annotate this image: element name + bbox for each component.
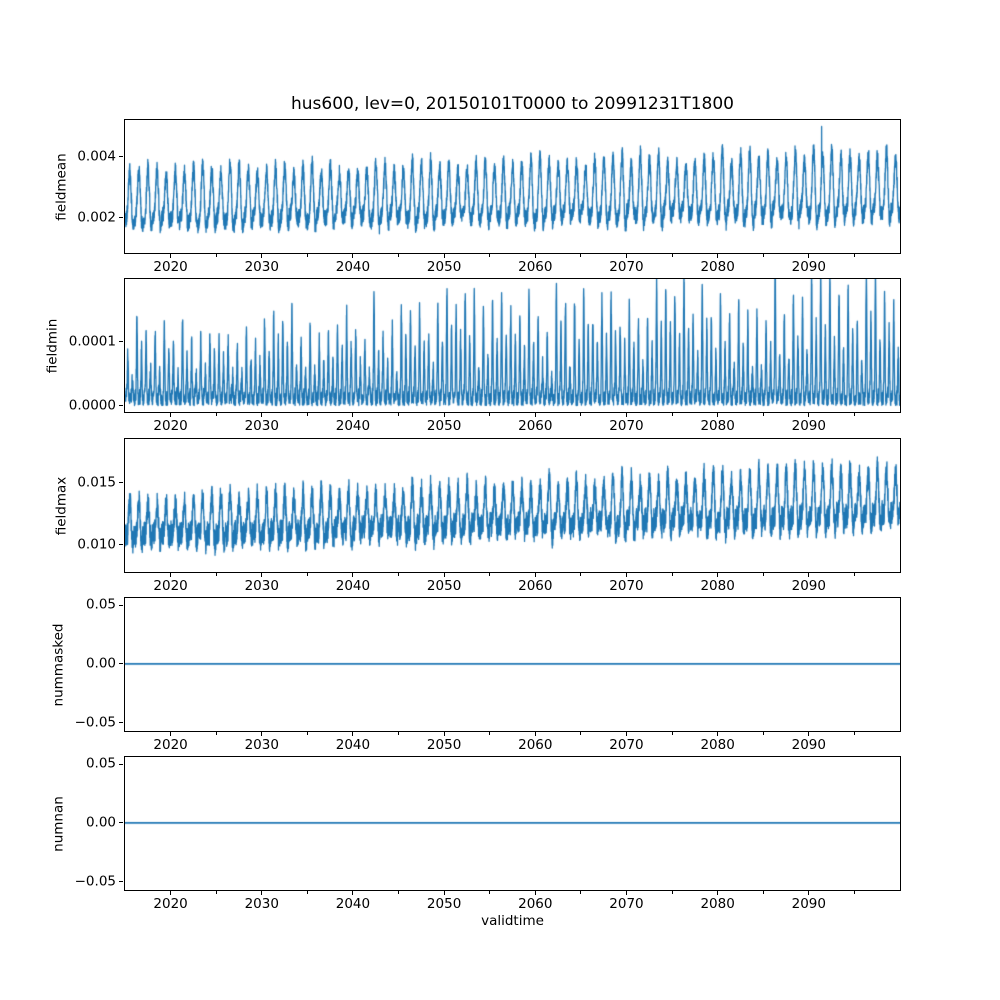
x-tick-label: 2030: [244, 737, 279, 753]
y-tick-label: 0.015: [77, 474, 116, 490]
x-tick-label: 2050: [426, 737, 462, 753]
x-major-tick: [261, 413, 262, 417]
x-minor-tick: [216, 573, 217, 576]
x-tick-label: 2040: [335, 737, 371, 753]
x-major-tick: [535, 891, 536, 895]
x-major-tick: [535, 573, 536, 577]
x-minor-tick: [398, 732, 399, 735]
x-major-tick: [170, 413, 171, 417]
ylabel-fieldmax: fieldmax: [53, 476, 70, 535]
ylabel-nummasked: nummasked: [50, 623, 67, 706]
x-minor-tick: [672, 413, 673, 416]
subplot-fieldmax: [124, 438, 901, 573]
x-tick-label: 2060: [518, 737, 553, 753]
x-major-tick: [626, 891, 627, 895]
y-tick: [119, 881, 123, 882]
figure-title: hus600, lev=0, 20150101T0000 to 20991231T1800: [291, 94, 734, 114]
x-tick-label: 2050: [426, 259, 462, 275]
x-minor-tick: [489, 413, 490, 416]
x-major-tick: [808, 254, 809, 258]
x-minor-tick: [580, 413, 581, 416]
x-minor-tick: [763, 413, 764, 416]
x-tick-label: 2050: [426, 418, 462, 434]
ylabel-fieldmin: fieldmin: [44, 318, 61, 373]
x-minor-tick: [672, 891, 673, 894]
x-minor-tick: [854, 413, 855, 416]
subplot-numnan: [124, 756, 901, 891]
x-major-tick: [170, 254, 171, 258]
x-minor-tick: [763, 732, 764, 735]
x-major-tick: [717, 413, 718, 417]
y-tick: [119, 605, 123, 606]
x-major-tick: [444, 732, 445, 736]
x-minor-tick: [398, 413, 399, 416]
x-tick-label: 2040: [335, 578, 371, 594]
x-tick-label: 2030: [244, 259, 279, 275]
x-tick-label: 2080: [700, 737, 735, 753]
y-tick-label: 0.0000: [68, 397, 116, 414]
y-tick: [119, 822, 123, 823]
x-major-tick: [170, 573, 171, 577]
x-tick-label: 2070: [609, 418, 644, 434]
x-minor-tick: [307, 573, 308, 576]
x-tick-label: 2080: [700, 259, 735, 275]
x-major-tick: [717, 254, 718, 258]
x-minor-tick: [398, 573, 399, 576]
nummasked-plot-canvas: [125, 598, 900, 731]
x-major-tick: [352, 732, 353, 736]
x-major-tick: [535, 413, 536, 417]
y-tick: [119, 544, 123, 545]
ylabel-numnan: numnan: [50, 795, 67, 852]
x-minor-tick: [854, 573, 855, 576]
x-major-tick: [444, 891, 445, 895]
x-tick-label: 2030: [244, 418, 279, 434]
y-tick-label: 0.00: [85, 655, 116, 672]
x-tick-label: 2070: [609, 259, 644, 275]
x-tick-label: 2020: [153, 737, 188, 753]
x-minor-tick: [672, 732, 673, 735]
x-tick-label: 2090: [791, 737, 826, 753]
x-tick-label: 2090: [791, 259, 826, 275]
x-major-tick: [808, 891, 809, 895]
x-major-tick: [717, 891, 718, 895]
x-tick-label: 2040: [335, 896, 371, 912]
y-tick-label: 0.00: [85, 814, 116, 831]
x-major-tick: [352, 891, 353, 895]
x-major-tick: [352, 254, 353, 258]
x-tick-label: 2020: [153, 418, 188, 434]
x-major-tick: [626, 413, 627, 417]
y-tick: [119, 156, 123, 157]
numnan-plot-canvas: [125, 757, 900, 890]
x-minor-tick: [307, 891, 308, 894]
y-tick-label: 0.002: [77, 209, 116, 226]
subplot-fieldmean: [124, 119, 901, 254]
x-major-tick: [444, 254, 445, 258]
x-major-tick: [808, 732, 809, 736]
x-major-tick: [261, 891, 262, 895]
y-tick: [119, 764, 123, 765]
x-minor-tick: [854, 732, 855, 735]
x-minor-tick: [489, 732, 490, 735]
x-major-tick: [170, 732, 171, 736]
y-tick: [119, 482, 123, 483]
x-minor-tick: [307, 732, 308, 735]
ylabel-fieldmean: fieldmean: [53, 152, 70, 221]
x-tick-label: 2040: [335, 418, 371, 434]
subplot-nummasked: [124, 597, 901, 732]
x-minor-tick: [307, 413, 308, 416]
x-tick-label: 2080: [700, 896, 735, 912]
x-tick-label: 2030: [244, 578, 279, 594]
x-major-tick: [717, 573, 718, 577]
x-tick-label: 2070: [609, 578, 644, 594]
y-tick: [119, 217, 123, 218]
x-tick-label: 2080: [700, 418, 735, 434]
x-major-tick: [808, 573, 809, 577]
fieldmin-plot-canvas: [125, 279, 900, 412]
x-minor-tick: [854, 891, 855, 894]
x-minor-tick: [672, 573, 673, 576]
x-major-tick: [626, 573, 627, 577]
x-minor-tick: [216, 891, 217, 894]
x-major-tick: [352, 573, 353, 577]
x-major-tick: [808, 413, 809, 417]
x-tick-label: 2050: [426, 896, 462, 912]
x-major-tick: [717, 732, 718, 736]
x-minor-tick: [489, 254, 490, 257]
x-tick-label: 2060: [518, 896, 553, 912]
subplot-fieldmin: [124, 278, 901, 413]
x-major-tick: [535, 254, 536, 258]
x-tick-label: 2070: [609, 896, 644, 912]
fieldmean-plot-canvas: [125, 120, 900, 253]
x-minor-tick: [672, 254, 673, 257]
y-tick-label: −0.05: [74, 873, 116, 890]
xlabel-validtime: validtime: [481, 913, 544, 929]
x-tick-label: 2060: [518, 259, 553, 275]
x-major-tick: [535, 732, 536, 736]
x-major-tick: [261, 254, 262, 258]
x-minor-tick: [398, 254, 399, 257]
y-tick: [119, 663, 123, 664]
x-tick-label: 2090: [791, 578, 826, 594]
x-minor-tick: [307, 254, 308, 257]
x-minor-tick: [763, 254, 764, 257]
x-tick-label: 2020: [153, 896, 188, 912]
x-tick-label: 2070: [609, 737, 644, 753]
x-tick-label: 2050: [426, 578, 462, 594]
x-major-tick: [261, 732, 262, 736]
x-major-tick: [444, 413, 445, 417]
y-tick-label: 0.0001: [68, 333, 116, 350]
y-tick-label: 0.05: [85, 755, 116, 772]
x-tick-label: 2090: [791, 418, 826, 434]
x-major-tick: [261, 573, 262, 577]
x-major-tick: [444, 573, 445, 577]
x-minor-tick: [854, 254, 855, 257]
y-tick: [119, 722, 123, 723]
x-major-tick: [352, 413, 353, 417]
x-major-tick: [626, 732, 627, 736]
x-minor-tick: [580, 732, 581, 735]
x-tick-label: 2030: [244, 896, 279, 912]
fieldmax-plot-canvas: [125, 439, 900, 572]
y-tick-label: 0.004: [77, 148, 116, 165]
x-minor-tick: [580, 254, 581, 257]
x-minor-tick: [489, 573, 490, 576]
x-minor-tick: [763, 573, 764, 576]
y-tick-label: 0.05: [85, 596, 116, 613]
x-minor-tick: [580, 891, 581, 894]
x-minor-tick: [216, 254, 217, 257]
x-tick-label: 2090: [791, 896, 826, 912]
x-minor-tick: [398, 891, 399, 894]
y-tick-label: 0.010: [77, 536, 116, 553]
x-major-tick: [170, 891, 171, 895]
x-minor-tick: [489, 891, 490, 894]
x-minor-tick: [216, 413, 217, 416]
x-tick-label: 2080: [700, 578, 735, 594]
x-minor-tick: [580, 573, 581, 576]
x-minor-tick: [763, 891, 764, 894]
x-tick-label: 2020: [153, 259, 188, 275]
y-tick: [119, 341, 123, 342]
y-tick: [119, 405, 123, 406]
x-minor-tick: [216, 732, 217, 735]
x-tick-label: 2040: [335, 259, 371, 275]
x-tick-label: 2020: [153, 578, 188, 594]
x-major-tick: [626, 254, 627, 258]
x-tick-label: 2060: [518, 578, 553, 594]
x-tick-label: 2060: [518, 418, 553, 434]
y-tick-label: −0.05: [74, 714, 116, 731]
